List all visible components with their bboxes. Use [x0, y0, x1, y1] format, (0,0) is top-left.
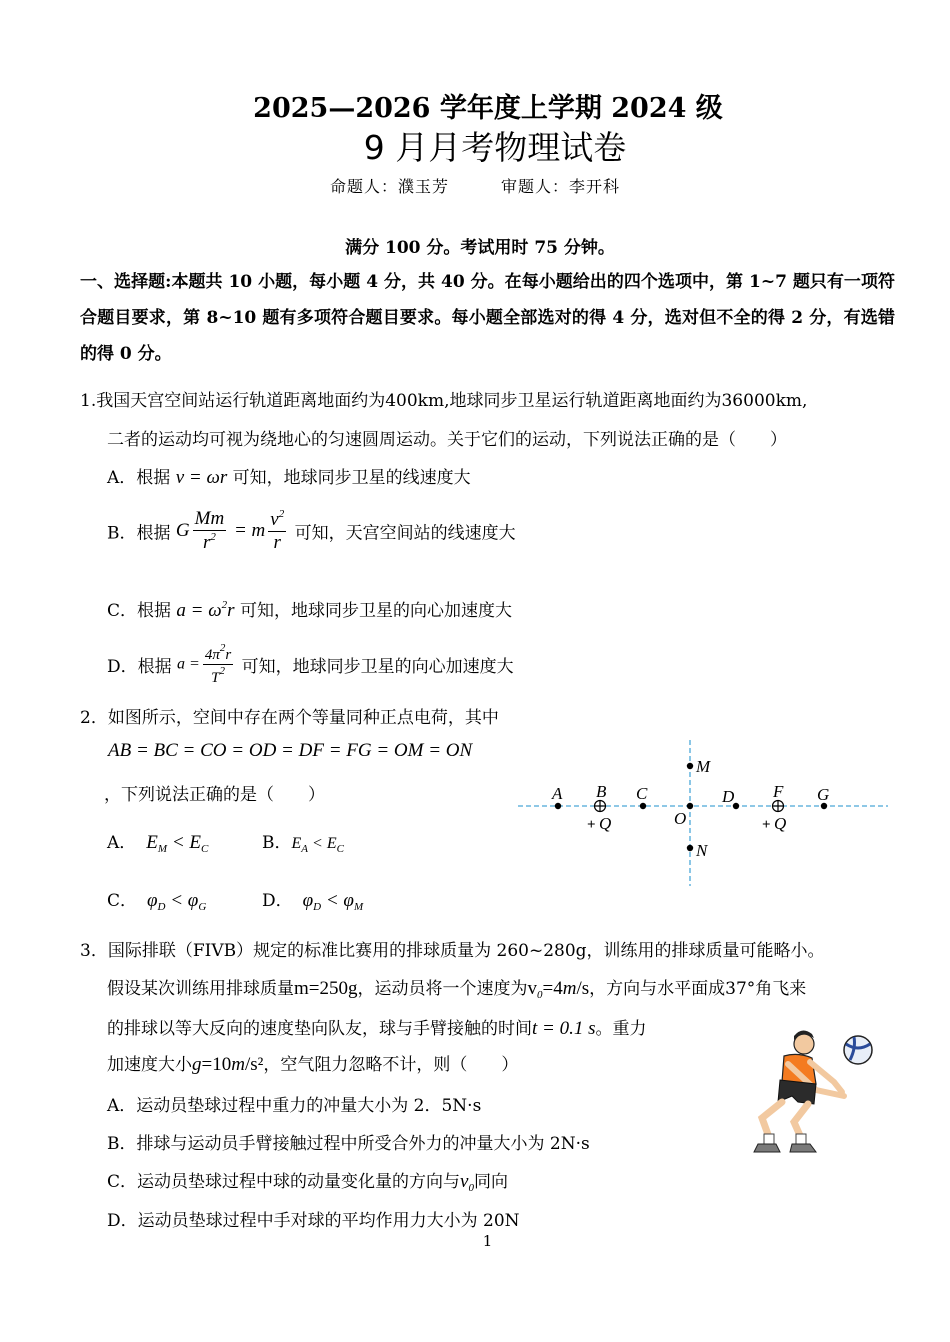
q3-option-d: D．运动员垫球过程中手对球的平均作用力大小为 20N	[107, 1211, 520, 1231]
q3-option-b: B．排球与运动员手臂接触过程中所受合外力的冲量大小为 2N·s	[107, 1134, 590, 1154]
q2-line1: 2．如图所示，空间中存在两个等量同种正点电荷，其中	[80, 708, 499, 728]
q2-line3: ，下列说法正确的是（ ）	[104, 785, 325, 805]
q2-option-c: C． $\varphi_D < \varphi_G$	[107, 890, 207, 913]
point-m	[687, 763, 693, 769]
charge-label-f-q: Q	[774, 814, 787, 833]
label-c: C	[636, 784, 648, 803]
q1-option-b: B．根据 G $\frac{Mm}{r^2}$ = m $\frac{v^2}{r}$ 可知，天宫空间站的线速度大	[107, 508, 516, 553]
volleyball-player-illustration	[732, 1022, 882, 1162]
label-a: A	[552, 784, 563, 803]
label-d: D	[722, 787, 735, 806]
label-b: B	[596, 782, 607, 801]
q2-equalities: AB = BC = CO = OD = DF = FG = OM = ON	[108, 740, 473, 761]
q3-line3: 的排球以等大反向的速度垫向队友，球与手臂接触的时间t = 0.1 s。重力	[107, 1018, 647, 1039]
point-a	[555, 803, 561, 809]
q3-option-c: C．运动员垫球过程中球的动量变化量的方向与$v_0$同向	[107, 1171, 508, 1194]
q1-line2: 二者的运动均可视为绕地心的匀速圆周运动。关于它们的运动，下列说法正确的是（ ）	[107, 430, 787, 450]
author-prefix: 命题人：	[330, 177, 399, 196]
q1-option-d: D．根据 a = $\frac{4\pi^2r}{T^2}$ 可知，地球同步卫星的向心加速度大	[107, 642, 514, 686]
label-g: G	[817, 785, 830, 804]
q3-line2: 假设某次训练用排球质量m=250g，运动员将一个速度为$v_0=4m/s$，方向与水平面成37°角飞来	[107, 978, 807, 1001]
formula-v-omega-r: v = ωr	[175, 467, 228, 488]
score-line: 满分 100 分。考试用时 75 分钟。	[345, 238, 615, 258]
charge-label-b-q: Q	[599, 814, 612, 833]
q2-option-a: A． $E_M < E_C$	[107, 832, 209, 855]
reviewer-name: 李开科	[569, 177, 621, 196]
q1-option-a: A．根据 v = ωr 可知，地球同步卫星的线速度大	[107, 467, 471, 488]
label-f: F	[773, 782, 784, 801]
authors-line	[330, 174, 620, 197]
q3-option-a: A．运动员垫球过程中重力的冲量大小为 2．5N·s	[107, 1096, 482, 1116]
reviewer-prefix: 审题人：	[501, 177, 570, 196]
q3-line4: 加速度大小g=10m/s²，空气阻力忽略不计，则（ ）	[107, 1054, 519, 1075]
charge-label-f: +	[762, 817, 771, 833]
label-m: M	[696, 757, 711, 776]
label-n: N	[696, 841, 708, 860]
q3-line1: 3．国际排联（FIVB）规定的标准比赛用的排球质量为 260~280g，训练用的排球质量可能略小。	[80, 941, 825, 961]
label-o: O	[674, 809, 687, 828]
exam-title-line1: 2025—2026 学年度上学期 2024 级	[253, 93, 723, 124]
q2-option-d: D． $\varphi_D < \varphi_M$	[262, 890, 364, 913]
charge-label-b: +	[587, 817, 596, 833]
point-o	[687, 803, 693, 809]
page-number: 1	[482, 1232, 493, 1250]
section1-instructions: 一、选择题:本题共 10 小题，每小题 4 分，共 40 分。在每小题给出的四个选项中，第 1~7 题只有一项符合题目要求，第 8~10 题有多项符合题目要求。每小题全部选对的得 4 分，选对但不全的得 2 分，有选错的得 0 分。	[80, 272, 895, 364]
charge-diagram	[512, 736, 892, 888]
q2-option-b: B．$E_A < E_C$	[262, 833, 344, 855]
q1-option-c: C．根据 $a = \omega^2r$ 可知，地球同步卫星的向心加速度大	[107, 599, 512, 621]
q1-line1: 1.我国天宫空间站运行轨道距离地面约为400km,地球同步卫星运行轨道距离地面约为36000km,	[80, 391, 808, 411]
exam-title-line2: 9 月月考物理试卷	[363, 128, 627, 167]
point-c	[640, 803, 646, 809]
volleyball-icon	[844, 1036, 872, 1064]
author-name: 濮玉芳	[398, 177, 450, 196]
point-n	[687, 845, 693, 851]
